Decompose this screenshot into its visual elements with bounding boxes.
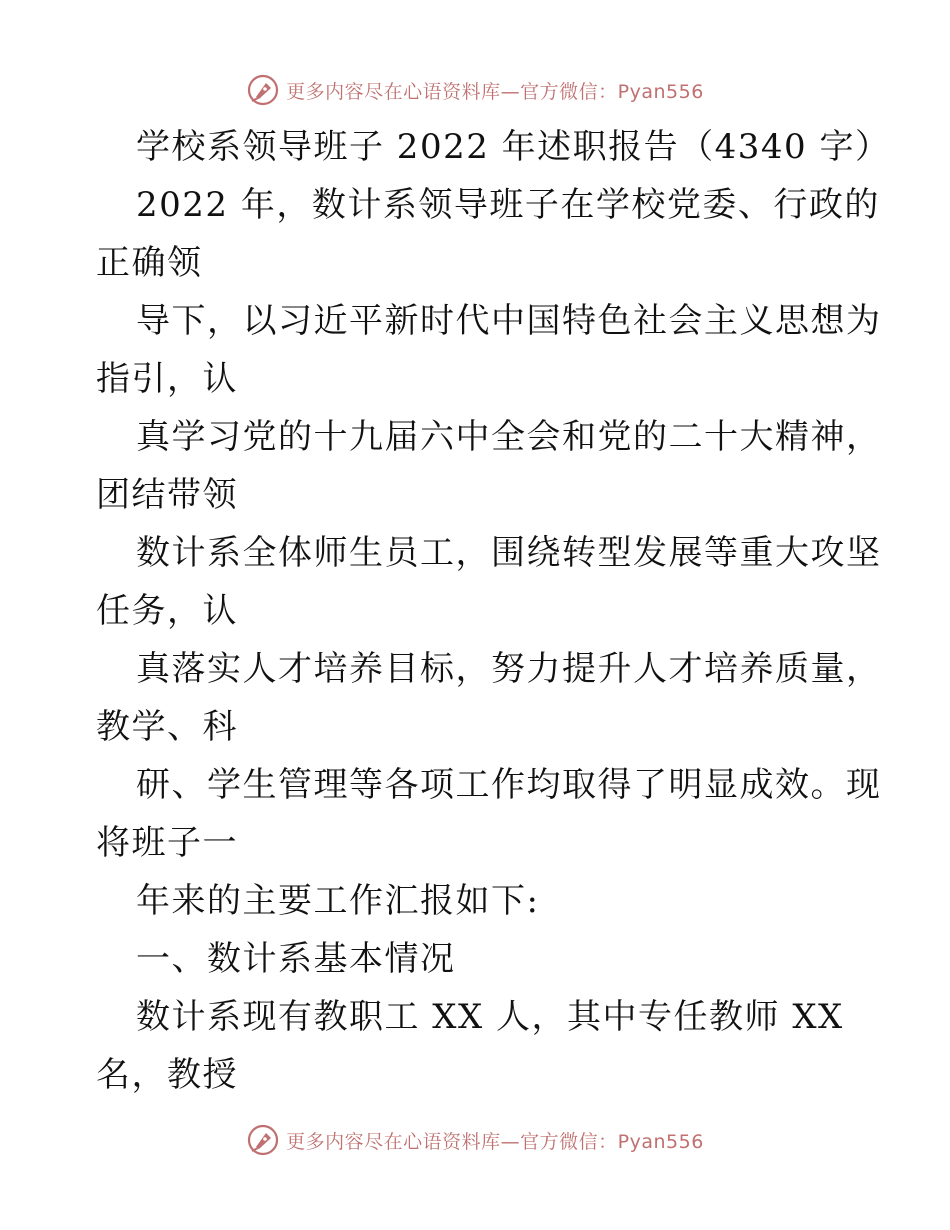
body-line: 教学、科	[96, 707, 238, 747]
footer-watermark-inner	[246, 1123, 704, 1157]
document-body	[96, 118, 891, 1104]
body-line: 真学习党的十九届六中全会和党的二十大精神，	[136, 417, 882, 457]
header-watermark-banner	[0, 70, 950, 110]
body-line: 名，教授	[96, 1055, 238, 1095]
body-line: 数计系现有教职工 XX 人，其中专任教师 XX	[136, 997, 844, 1037]
header-watermark-inner	[246, 73, 704, 107]
body-line: 真落实人才培养目标，努力提升人才培养质量，	[136, 649, 882, 689]
body-line: 团结带领	[96, 475, 238, 515]
section-heading: 一、数计系基本情况	[136, 939, 456, 979]
body-line: 任务，认	[96, 591, 238, 631]
footer-watermark-text: 更多内容尽在心语资料库—官方微信：Pyan556	[286, 1130, 704, 1153]
footer-watermark-banner	[0, 1120, 950, 1160]
body-line: 数计系全体师生员工，围绕转型发展等重大攻坚	[136, 533, 882, 573]
body-line: 指引，认	[96, 359, 238, 399]
body-line: 将班子一	[96, 823, 238, 863]
pen-nib-logo-icon	[246, 73, 280, 107]
header-watermark-text: 更多内容尽在心语资料库—官方微信：Pyan556	[286, 80, 704, 103]
pen-nib-logo-icon	[246, 1123, 280, 1157]
body-line: 年来的主要工作汇报如下:	[136, 881, 540, 921]
body-line: 2022 年，数计系领导班子在学校党委、行政的	[136, 185, 880, 225]
document-title: 学校系领导班子 2022 年述职报告（4340 字）	[136, 127, 891, 167]
body-line: 研、学生管理等各项工作均取得了明显成效。现	[136, 765, 882, 805]
body-line: 正确领	[96, 243, 203, 283]
body-line: 导下，以习近平新时代中国特色社会主义思想为	[136, 301, 882, 341]
